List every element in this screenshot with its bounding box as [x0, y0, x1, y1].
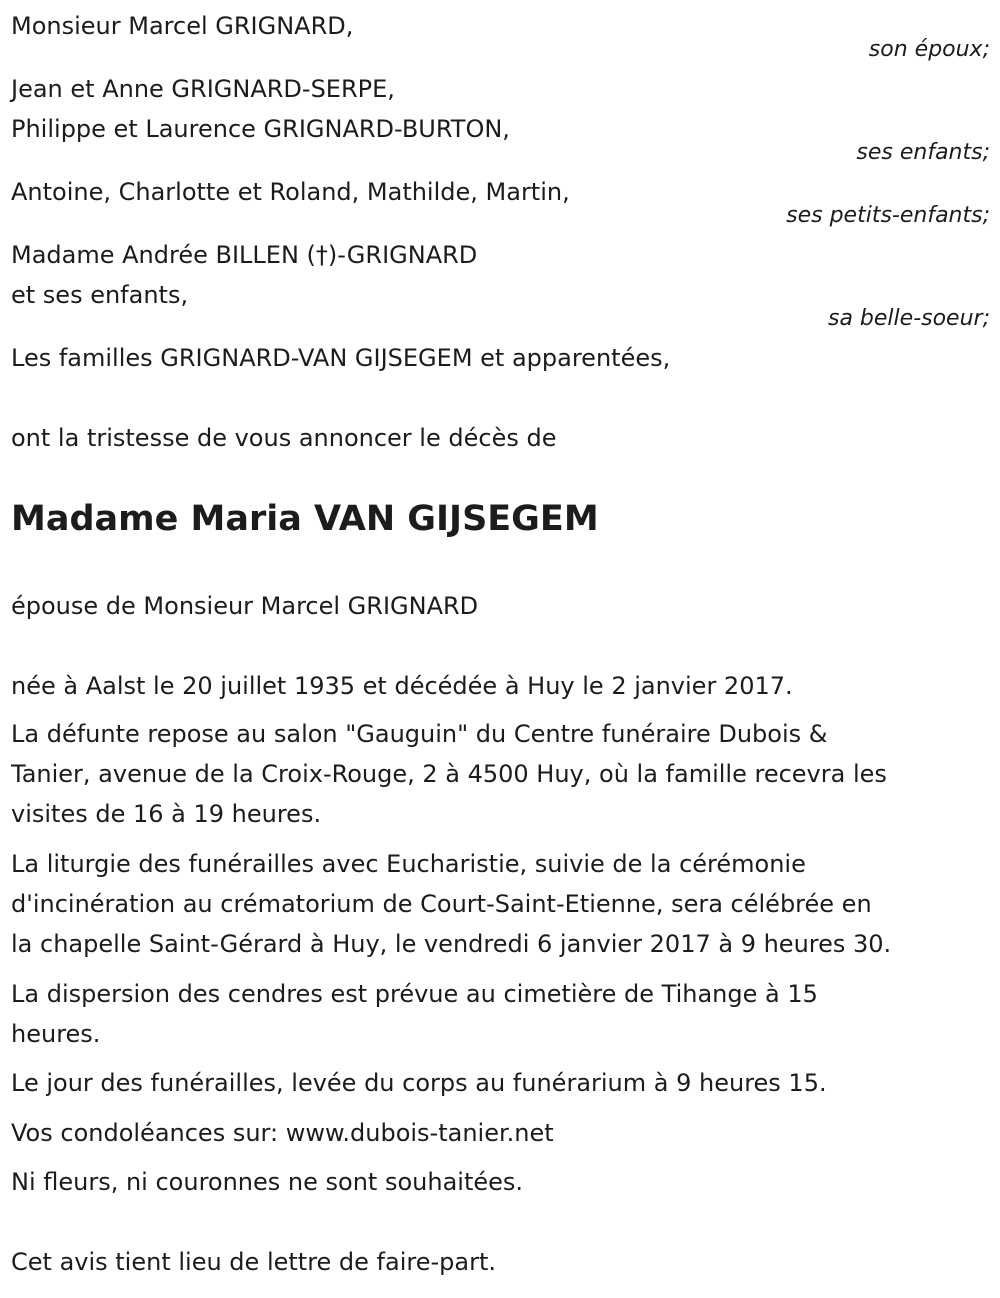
repose-line-3: visites de 16 à 19 heures.: [11, 800, 322, 828]
dispersion-line-1: La dispersion des cendres est prévue au cimetière de Tihange à 15: [11, 980, 818, 1008]
family-line-husband: Monsieur Marcel GRIGNARD,: [11, 12, 354, 40]
liturgy-line-3: la chapelle Saint-Gérard à Huy, le vendredi 6 janvier 2017 à 9 heures 30.: [11, 930, 892, 958]
family-line-sister-in-law: Madame Andrée BILLEN (†)-GRIGNARD: [11, 241, 478, 269]
dispersion-line-2: heures.: [11, 1020, 101, 1048]
family-line-grandchildren: Antoine, Charlotte et Roland, Mathilde, Martin,: [11, 178, 570, 206]
family-line-child-1: Jean et Anne GRIGNARD-SERPE,: [11, 75, 395, 103]
family-line-child-2: Philippe et Laurence GRIGNARD-BURTON,: [11, 115, 510, 143]
closing-line: Cet avis tient lieu de lettre de faire-part.: [11, 1248, 496, 1276]
role-husband: son époux;: [868, 37, 990, 62]
role-children: ses enfants;: [856, 140, 990, 165]
role-grandchildren: ses petits-enfants;: [786, 203, 990, 228]
flowers-line: Ni fleurs, ni couronnes ne sont souhaitées.: [11, 1168, 524, 1196]
role-sister-in-law: sa belle-soeur;: [828, 306, 990, 331]
repose-line-2: Tanier, avenue de la Croix-Rouge, 2 à 4500 Huy, où la famille recevra les: [11, 760, 887, 788]
liturgy-line-2: d'incinération au crématorium de Court-Saint-Etienne, sera célébrée en: [11, 890, 872, 918]
family-line-relatives: Les familles GRIGNARD-VAN GIJSEGEM et apparentées,: [11, 344, 671, 372]
deceased-name: Madame Maria VAN GIJSEGEM: [11, 499, 599, 539]
condolences-line: Vos condoléances sur: www.dubois-tanier.net: [11, 1119, 554, 1147]
announcement-text: ont la tristesse de vous annoncer le décès de: [11, 424, 557, 452]
spouse-line: épouse de Monsieur Marcel GRIGNARD: [11, 592, 479, 620]
family-line-sister-in-law-children: et ses enfants,: [11, 281, 189, 309]
birth-death-line: née à Aalst le 20 juillet 1935 et décédée à Huy le 2 janvier 2017.: [11, 672, 793, 700]
liturgy-line-1: La liturgie des funérailles avec Eucharistie, suivie de la cérémonie: [11, 850, 806, 878]
levee-line: Le jour des funérailles, levée du corps au funérarium à 9 heures 15.: [11, 1069, 827, 1097]
repose-line-1: La défunte repose au salon "Gauguin" du Centre funéraire Dubois &: [11, 720, 828, 748]
